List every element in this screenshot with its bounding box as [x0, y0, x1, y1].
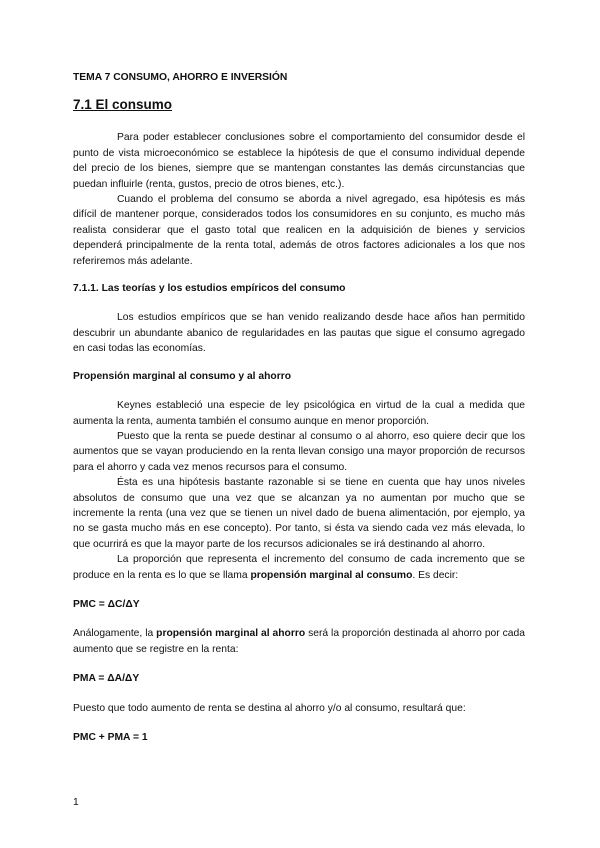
paragraph-text: La proporción que representa el incremento del consumo de cada incremento que se produce en la renta es lo que se llama	[73, 554, 525, 581]
paragraph: Puesto que la renta se puede destinar al consumo o al ahorro, eso quiere decir que los aumentos que se vayan produciendo en la renta llevan consigo una mayor proporción de recursos para el ahorro y cada vez menos recursos para el consumo.	[73, 430, 525, 473]
paragraph: Ésta es una hipótesis bastante razonable si se tiene en cuenta que hay unos niveles absolutos de consumo que una vez que se alcanzan ya no aumentan por mucho que se incremente la renta (una vez que se tienen un nivel dado de buena alimentación, por ejemplo, ya no se gasta mucho más en ese concepto). Por tanto, si ésta va siendo cada vez más elevada, lo que ocurrirá es que la mayor parte de los recursos adicionales se irá destinando al ahorro.	[73, 477, 525, 550]
formula: PMA = ΔA/ΔY	[73, 673, 140, 685]
paragraph-text: Análogamente, la	[73, 628, 157, 640]
paragraph: Cuando el problema del consumo se aborda a nivel agregado, esa hipótesis es más difícil de mantener porque, considerados todos los consumidores en su conjunto, es mucho más realista considerar que el gasto total que realicen en la adquisición de bienes y servicios dependerá principalmente de la renta total, además de otros factores adicionales a los que nos referiremos más adelante.	[73, 194, 525, 267]
defined-term: propensión marginal al consumo	[250, 569, 413, 581]
paragraph: Los estudios empíricos que se han venido realizando desde hace años han permitido descubrir un abundante abanico de regularidades en las pautas que sigue el consumo agregado en casi todas las economías.	[73, 312, 525, 355]
paragraph	[73, 626, 525, 657]
subsection-heading: Propensión marginal al consumo y al ahorro	[73, 370, 291, 382]
paragraph: Puesto que todo aumento de renta se destina al ahorro y/o al consumo, resultará que:	[73, 702, 466, 714]
document-body	[73, 70, 525, 759]
page-number: 1	[73, 797, 79, 808]
paragraph-text: . Es decir:	[412, 569, 459, 581]
paragraph: Keynes estableció una especie de ley psicológica en virtud de la cual a medida que aumenta la renta, aumenta también el consumo aunque en menor proporción.	[73, 400, 525, 427]
document-title: TEMA 7 CONSUMO, AHORRO E INVERSIÓN	[73, 72, 288, 83]
paragraph	[73, 552, 525, 583]
defined-term: propensión marginal al ahorro	[156, 628, 306, 640]
formula: PMC + PMA = 1	[73, 732, 148, 743]
paragraph-text: será la proporción destinada al ahorro por cada aumento que se registre en la renta:	[73, 628, 525, 655]
formula: PMC = ΔC/ΔY	[73, 598, 140, 610]
section-heading: 7.1 El consumo	[73, 97, 173, 113]
subsection-heading: 7.1.1. Las teorías y los estudios empíricos del consumo	[73, 283, 346, 295]
paragraph: Para poder establecer conclusiones sobre el comportamiento del consumidor desde el punto de vista microeconómico se establece la hipótesis de que el consumo individual depende del precio de los bienes, siempre que se mantengan constantes las demás circunstancias que puedan influirle (renta, gustos, precio de otros bienes, etc.).	[73, 132, 525, 190]
